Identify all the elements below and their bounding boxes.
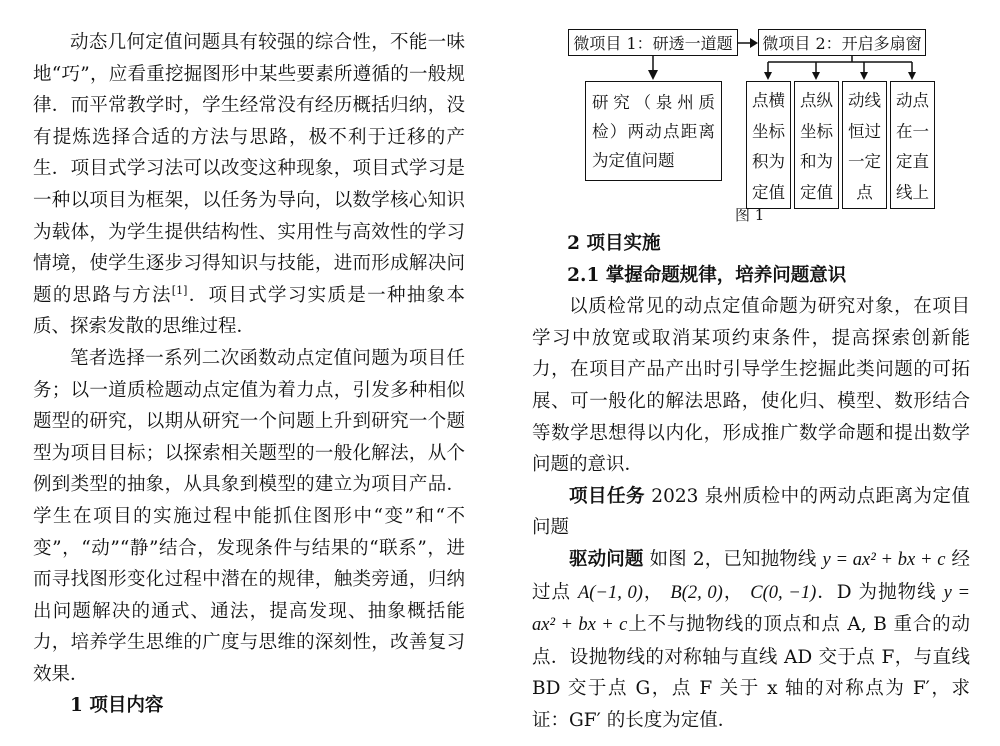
figure-1-diagram [560, 8, 980, 228]
section-1-heading: 1 项目内容 [70, 695, 164, 717]
vbox-char: 积 [752, 152, 769, 171]
paragraph-project-task: 笔者选择一系列二次函数动点定值问题为项目任务；以一道质检题动点定值为着力点，引发多种相似题型的研究，以期从研究一个问题上升到研究一个题型为项目目标；以探索相关题型的一般化解法，从个例到类型的抽象，从具象到模型的建立为项目产品．学生在项目的实施过程中能抓住图形中“变”和“不变”，“动”“静”结合，发现条件与结果的“联系”，进而寻找图形变化过程中潜在的规律，触类旁通，归纳出问题解决的通式、通法，提高发现、抽象概括能力，培养学生思维的广度与思维的深刻性，改善复习效果． [33, 347, 465, 685]
arrow-head-right [750, 38, 758, 48]
arrow-head-down [908, 72, 916, 80]
box-micro-project-1: 微项目 1：研透一道题 [568, 29, 738, 56]
separator: ， [642, 581, 664, 603]
section-2-1-heading: 2.1 掌握命题规律，培养问题意识 [567, 264, 847, 286]
vbox-char: 定 [752, 182, 769, 202]
vbox-char: 定 [864, 152, 881, 171]
box-line-through-fixed-point [842, 81, 887, 209]
box-y-coordinate-sum [794, 81, 839, 209]
vbox-char: 为 [768, 152, 785, 171]
vbox-char: 动 [848, 91, 865, 110]
vbox-char: 在 [896, 121, 913, 141]
vbox-char: 定 [800, 182, 817, 202]
vbox-char: 点 [912, 91, 929, 110]
arrow-head-down [812, 72, 820, 80]
box-micro-project-2: 微项目 2：开启多扇窗 [758, 29, 926, 56]
figure-1-caption: 图 1 [735, 206, 765, 224]
drive-text-3: ．D 为抛物线 [816, 581, 937, 603]
point-b: B(2, 0) [670, 582, 723, 603]
point-c: C(0, −1) [750, 582, 817, 603]
vbox-char: 和 [800, 152, 817, 171]
paragraph-project-task-label [532, 481, 970, 544]
box-x-coordinate-product [746, 81, 791, 209]
vbox-char: 标 [768, 121, 785, 141]
paragraph-exam-research: 以质检常见的动点定值命题为研究对象，在项目学习中放宽或取消某项约束条件，提高探索创新能力，在项目产品产出时引导学生挖掘此类问题的可拓展、可一般化的解法思路，使化归、模型、数形结合等数学思想得以内化，形成推广数学命题和提出数学问题的意识． [532, 296, 970, 476]
vbox-char: 点 [800, 91, 817, 110]
box-research-problem: 研究（泉州质检）两动点距离为定值问题 [585, 81, 722, 181]
equation-parabola-1: y = ax² + bx + c [822, 549, 946, 570]
vbox-char: 上 [912, 182, 929, 202]
vbox-char: 直 [912, 152, 929, 171]
vbox-char: 值 [768, 182, 785, 202]
vbox-char: 动 [896, 91, 913, 110]
vbox-char: 点 [752, 91, 769, 110]
vbox-char: 线 [896, 182, 913, 202]
left-column [33, 27, 465, 722]
citation: [1] [171, 283, 188, 297]
vbox-char: 一 [912, 121, 929, 141]
section-2-heading: 2 项目实施 [567, 233, 661, 254]
vbox-char: 线 [864, 91, 881, 110]
vbox-char: 点 [856, 182, 873, 202]
vbox-char: 纵 [816, 91, 833, 110]
vbox-char: 定 [896, 152, 913, 171]
arrow-head-down [860, 72, 868, 80]
point-a: A(−1, 0) [578, 582, 643, 603]
vbox-char: 坐 [752, 121, 769, 141]
vbox-char: 横 [768, 91, 785, 110]
vbox-char: 值 [816, 182, 833, 202]
paragraph-intro-text: 动态几何定值问题具有较强的综合性，不能一味地“巧”，应看重挖掘图形中某些要素所遵循的一般规律．而平常教学时，学生经常没有经历概括归纳，没有提炼选择合适的方法与思路，极不利于迁移的产生．项目式学习法可以改变这种现象，项目式学习是一种以项目为框架，以任务为导向，以数学核心知识为载体，为学生提供结构性、实用性与高效性的学习情境，使学生逐步习得知识与技能，进而形成解决问题的思路与方法 [33, 32, 465, 306]
right-column [532, 228, 970, 737]
vbox-char: 标 [816, 121, 833, 141]
task-label: 项目任务 [569, 485, 645, 507]
paragraph-driving-question [532, 544, 970, 737]
vbox-char: 坐 [800, 121, 817, 141]
paragraph-intro [33, 27, 465, 343]
vbox-char: 过 [864, 121, 881, 141]
vbox-char: 为 [816, 152, 833, 171]
equation-parabola-2: y = ax² + bx + c [532, 582, 970, 636]
drive-label: 驱动问题 [569, 548, 644, 570]
vbox-char: 一 [848, 152, 865, 171]
vbox-char: 恒 [848, 121, 865, 141]
drive-text-1: 如图 2，已知抛物线 [649, 548, 817, 570]
separator: ， [722, 581, 744, 603]
arrow-head-down [764, 72, 772, 80]
task-text: 2023 泉州质检中的两动点距离为定值问题 [532, 485, 970, 539]
arrow-head-down [648, 70, 658, 80]
box-point-on-fixed-line [890, 81, 935, 209]
drive-text-4: 上不与抛物线的顶点和点 A, B 重合的动点．设抛物线的对称轴与直线 AD 交于点 F，与直线 BD 交于点 G，点 F 关于 x 轴的对称点为 F′，求证：GF′ 的长度为定值． [532, 614, 970, 731]
drive-text-2: 经过点 [532, 548, 970, 603]
paragraph-intro-text-end: ．项目式学习实质是一种抽象本质、探索发散的思维过程． [33, 284, 465, 338]
